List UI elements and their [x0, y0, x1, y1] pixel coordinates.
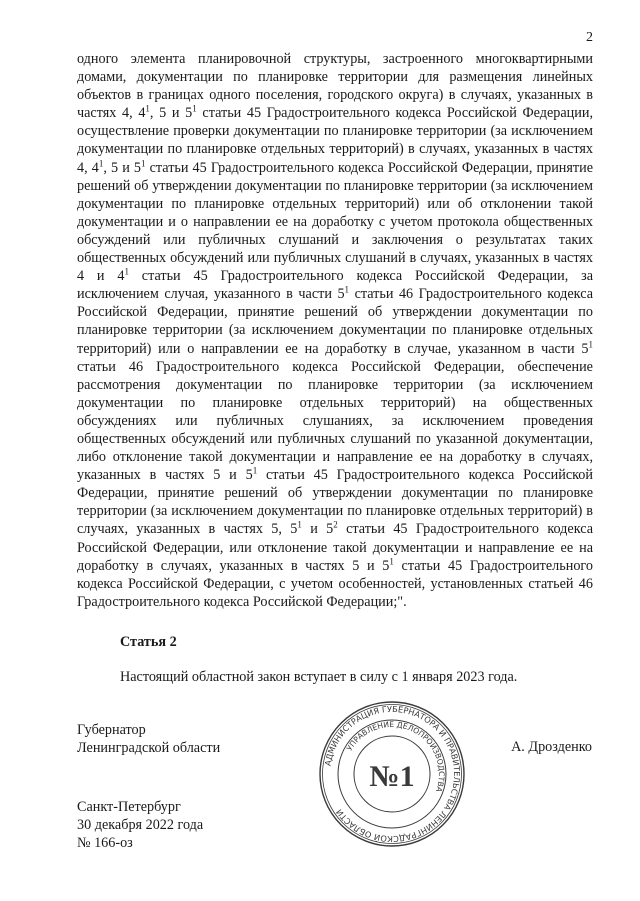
- seal-center-number: №1: [369, 760, 415, 793]
- official-seal: [318, 700, 466, 848]
- seal-outer-textpath: АДМИНИСТРАЦИЯ ГУБЕРНАТОРА И ПРАВИТЕЛЬСТВА ЛЕНИНГРАДСКОЙ ОБЛАСТИ: [322, 703, 463, 845]
- superscript: 2: [333, 519, 338, 530]
- text-segment: статьи 46 Градостроительного кодекса Российской Федерации, принятие решений об утверждении документации по планировке территории (за исключением документации по планировке отдельных территорий) или о направлении ее на доработку в случае, указанном в части 5: [77, 286, 593, 357]
- text-segment: статьи 45 Градостроительного кодекса Российской Федерации, за исключением случая, указанного в части 5: [77, 268, 593, 303]
- seal-inner-textpath: УПРАВЛЕНИЕ ДЕЛОПРОИЗВОДСТВА: [344, 719, 447, 794]
- text-segment: статьи 46 Градостроительного кодекса Российской Федерации, обеспечение рассмотрения документации по планировке территории (за исключением документации по планировке отдельных территорий) на общественных обсуждениях или публичных слушаниях, за исключением проведения общественных обсуждений или публичных слушаний по указанной документации, либо отклонение такой документации и направление ее на доработку в случаях, указанных в частях 5 и 5: [77, 358, 593, 484]
- article-text: Настоящий областной закон вступает в силу с 1 января 2023 года.: [120, 669, 518, 685]
- signatory-region: Ленинградской области: [77, 740, 221, 756]
- superscript: 1: [252, 465, 258, 476]
- superscript: 1: [145, 103, 150, 114]
- superscript: 1: [389, 555, 394, 566]
- text-segment: , 5 и 5: [103, 159, 141, 176]
- article-title: Статья 2: [120, 634, 177, 650]
- superscript: 1: [588, 338, 593, 349]
- superscript: 1: [140, 157, 146, 168]
- signatory-title: Губернатор: [77, 722, 146, 738]
- body-text: [77, 50, 593, 611]
- superscript: 1: [344, 284, 350, 295]
- superscript: 1: [98, 157, 104, 168]
- text-segment: одного элемента планировочной структуры, застроенного многоквартирными домами, документации по планировке территории для размещения линейных объектов в границах одного поселения, городского округа) в случаях, указанных в частях 4, 4: [77, 51, 593, 122]
- superscript: 1: [297, 519, 302, 530]
- superscript: 1: [124, 266, 129, 277]
- superscript: 1: [192, 103, 197, 114]
- signing-date: 30 декабря 2022 года: [77, 817, 204, 833]
- signatory-name: А. Дрозденко: [511, 739, 592, 755]
- text-segment: статьи 45 Градостроительного кодекса Российской Федерации, или отклонение такой документации и направление ее на доработку в случаях, указанных в частях 5 и 5: [77, 521, 594, 574]
- law-number: № 166-оз: [77, 835, 133, 851]
- page-number: 2: [586, 30, 593, 45]
- text-segment: статьи 45 Градостроительного кодекса Российской Федерации, с учетом особенностей, установленных статьей 46 Градостроительного кодекса Российской Федерации;".: [77, 557, 593, 610]
- text-segment: и 5: [301, 521, 334, 538]
- text-segment: , 5 и 5: [149, 105, 193, 122]
- text-segment: статьи 45 Градостроительного кодекса Российской Федерации, осуществление проверки документации по планировке территории (за исключением документации по планировке отдельных территорий) в случаях, указанных в частях 4, 4: [77, 105, 593, 176]
- text-segment: статьи 45 Градостроительного кодекса Российской Федерации, принятие решений об утверждении документации по планировке территории (за исключением документации по планировке отдельных территорий) или об отклонении такой документации и о направлении ее на доработку с учетом протокола общественных обсуждений или публичных слушаний и заключения о результатах таких общественных обсуждений или публичных слушаний в случаях, указанных в частях 4 и 4: [77, 159, 594, 285]
- signing-place: Санкт-Петербург: [77, 799, 181, 815]
- text-segment: статьи 45 Градостроительного кодекса Российской Федерации, принятие решений об утверждении документации по планировке территории (за исключением документации по планировке отдельных территорий) в случаях, указанных в частях 5, 5: [77, 467, 593, 538]
